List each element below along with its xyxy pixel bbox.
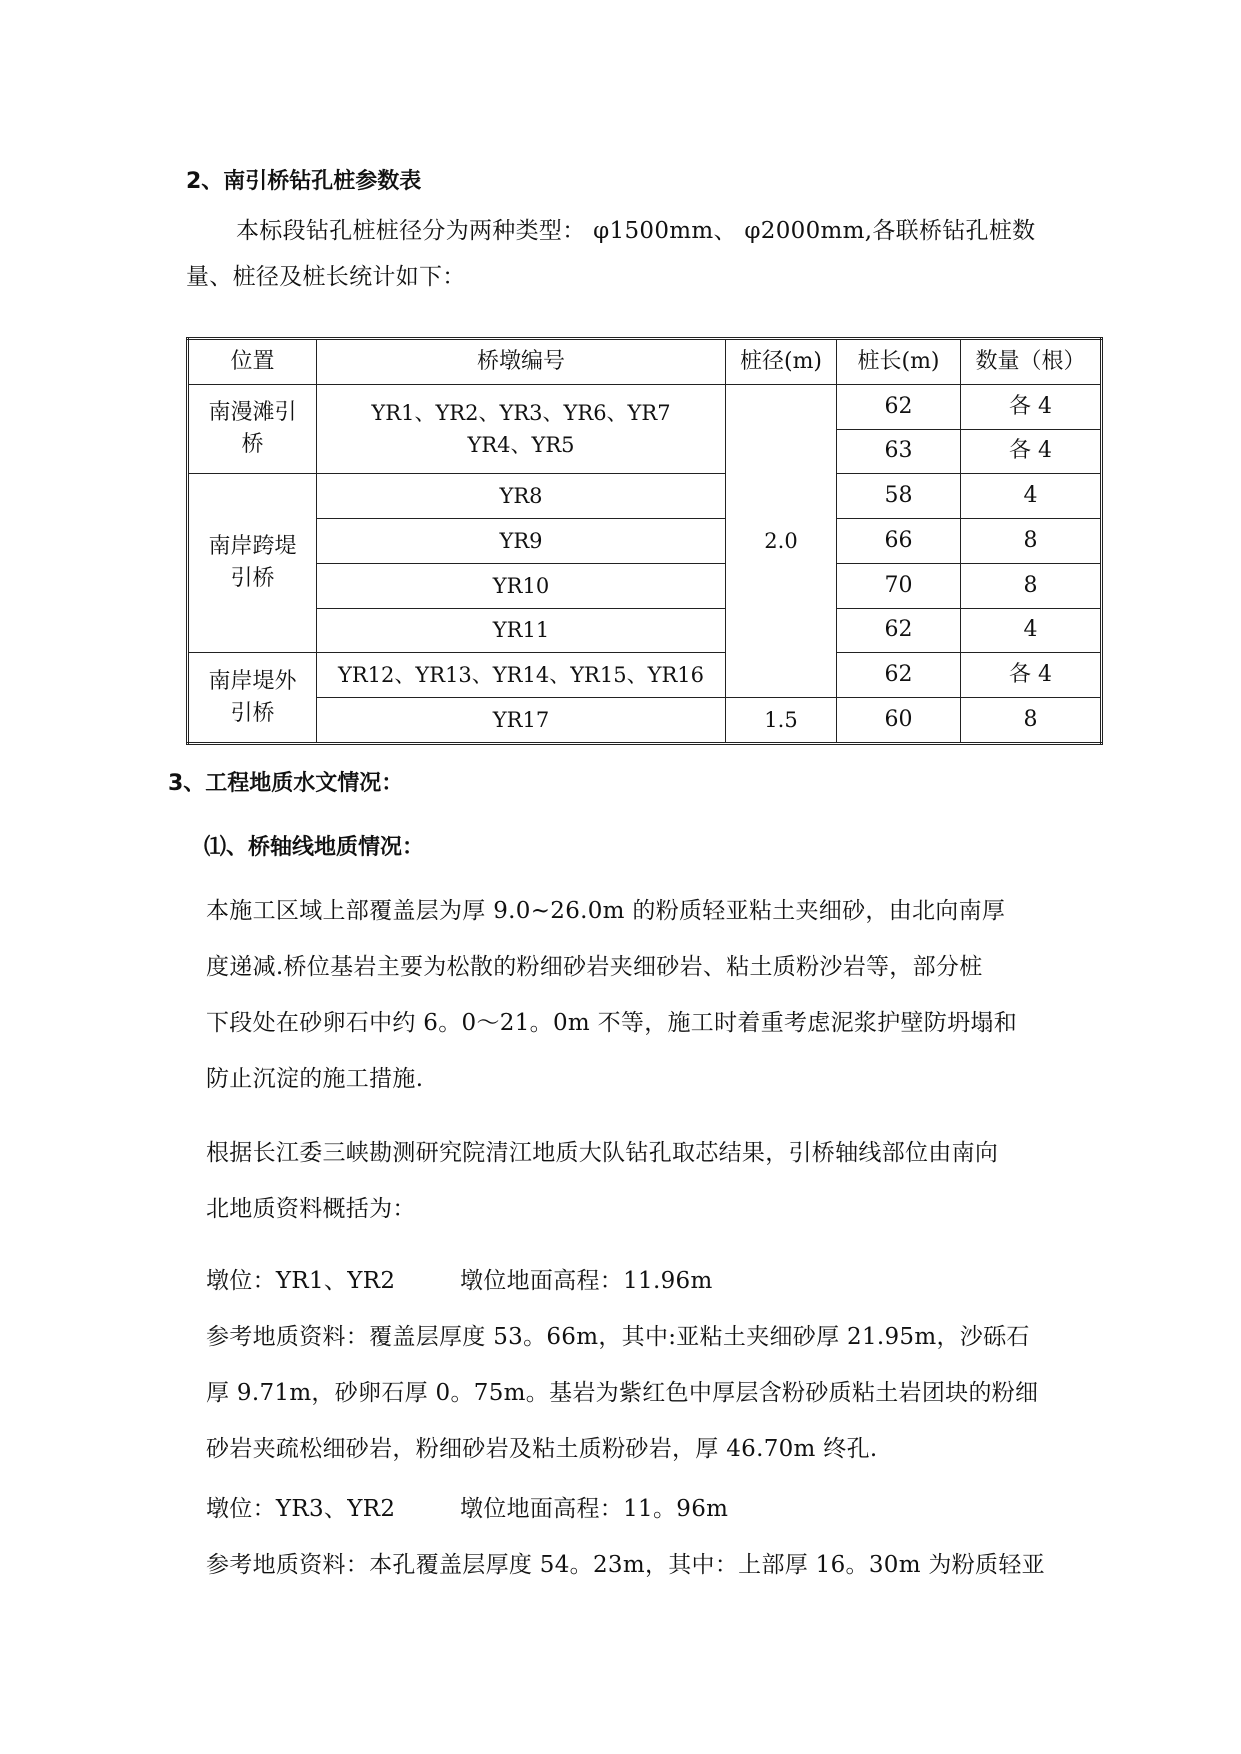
table-row	[188, 519, 1102, 564]
location-line: 桥	[241, 432, 264, 458]
count-cell: 8	[961, 698, 1102, 744]
table-row	[188, 384, 1102, 429]
pier-elevation: 墩位地面高程：11.96m	[460, 1268, 713, 1294]
pier-label: 墩位：YR1、YR2	[206, 1268, 396, 1294]
col-header-count: 数量（根）	[961, 339, 1102, 385]
pier-cell: YR8	[317, 474, 726, 519]
length-cell: 70	[837, 563, 961, 608]
paragraph-line: 本施工区域上部覆盖层为厚 9.0~26.0m 的粉质轻亚粘土夹细砂，由北向南厚	[206, 898, 1006, 924]
section-2-intro-line-1: 本标段钻孔桩桩径分为两种类型： φ1500mm、 φ2000mm,各联桥钻孔桩数	[236, 218, 1036, 244]
geology-line: 参考地质资料：本孔覆盖层厚度 54。23m，其中：上部厚 16。30m 为粉质轻亚	[206, 1552, 1045, 1578]
pier-cell	[317, 384, 726, 474]
location-cell	[188, 474, 317, 653]
table-header-row	[188, 339, 1102, 385]
count-cell: 4	[961, 474, 1102, 519]
pile-parameter-table	[186, 337, 1103, 745]
paragraph-line: 下段处在砂卵石中约 6。0～21。0m 不等，施工时着重考虑泥浆护壁防坍塌和	[206, 1010, 1017, 1036]
table-row	[188, 608, 1102, 653]
length-cell: 63	[837, 429, 961, 474]
location-line: 南岸堤外	[208, 668, 297, 694]
pier-cell: YR11	[317, 608, 726, 653]
pier-cell: YR9	[317, 519, 726, 564]
pier-label: 墩位：YR3、YR2	[206, 1496, 396, 1522]
length-cell: 58	[837, 474, 961, 519]
paragraph-line: 度递减.桥位基岩主要为松散的粉细砂岩夹细砂岩、粘土质粉沙岩等，部分桩	[206, 954, 983, 980]
length-cell: 66	[837, 519, 961, 564]
geology-line: 厚 9.71m，砂卵石厚 0。75m。基岩为紫红色中厚层含粉砂质粘土岩团块的粉细	[206, 1380, 1039, 1406]
col-header-location: 位置	[188, 339, 317, 385]
table-row	[188, 653, 1102, 698]
length-cell: 62	[837, 608, 961, 653]
col-header-diameter: 桩径(m)	[726, 339, 837, 385]
paragraph-line: 北地质资料概括为：	[206, 1196, 416, 1222]
section-2-intro-line-2: 量、桩径及桩长统计如下：	[186, 264, 466, 290]
location-line: 南岸跨堤	[208, 534, 297, 560]
count-cell: 各 4	[961, 653, 1102, 698]
location-line: 引桥	[230, 566, 275, 592]
pier-line: YR4、YR5	[467, 433, 575, 458]
diameter-cell: 2.0	[726, 384, 837, 697]
count-cell: 各 4	[961, 384, 1102, 429]
length-cell: 62	[837, 384, 961, 429]
location-cell	[188, 653, 317, 744]
count-cell: 8	[961, 519, 1102, 564]
diameter-cell: 1.5	[726, 698, 837, 744]
pier-cell: YR12、YR13、YR14、YR15、YR16	[317, 653, 726, 698]
count-cell: 8	[961, 563, 1102, 608]
count-cell: 4	[961, 608, 1102, 653]
pier-cell: YR17	[317, 698, 726, 744]
section-3-heading: 3、工程地质水文情况：	[168, 771, 404, 796]
table-row	[188, 474, 1102, 519]
location-cell	[188, 384, 317, 474]
col-header-length: 桩长(m)	[837, 339, 961, 385]
pier-line: YR1、YR2、YR3、YR6、YR7	[371, 401, 671, 426]
length-cell: 62	[837, 653, 961, 698]
paragraph-line: 根据长江委三峡勘测研究院清江地质大队钻孔取芯结果，引桥轴线部位由南向	[206, 1140, 999, 1166]
geology-line: 砂岩夹疏松细砂岩，粉细砂岩及粘土质粉砂岩，厚 46.70m 终孔.	[206, 1436, 878, 1462]
geology-line: 参考地质资料：覆盖层厚度 53。66m，其中:亚粘土夹细砂厚 21.95m，沙砾石	[206, 1324, 1030, 1350]
paragraph-line: 防止沉淀的施工措施.	[206, 1066, 424, 1092]
pier-cell: YR10	[317, 563, 726, 608]
pier-elevation: 墩位地面高程：11。96m	[460, 1496, 729, 1522]
table-row	[188, 698, 1102, 744]
length-cell: 60	[837, 698, 961, 744]
col-header-pier: 桥墩编号	[317, 339, 726, 385]
subsection-1-heading: ⑴、桥轴线地质情况：	[204, 835, 425, 860]
count-cell: 各 4	[961, 429, 1102, 474]
table-row	[188, 563, 1102, 608]
location-line: 南漫滩引	[208, 400, 297, 426]
location-line: 引桥	[230, 700, 275, 726]
section-2-heading: 2、南引桥钻孔桩参数表	[186, 169, 422, 194]
